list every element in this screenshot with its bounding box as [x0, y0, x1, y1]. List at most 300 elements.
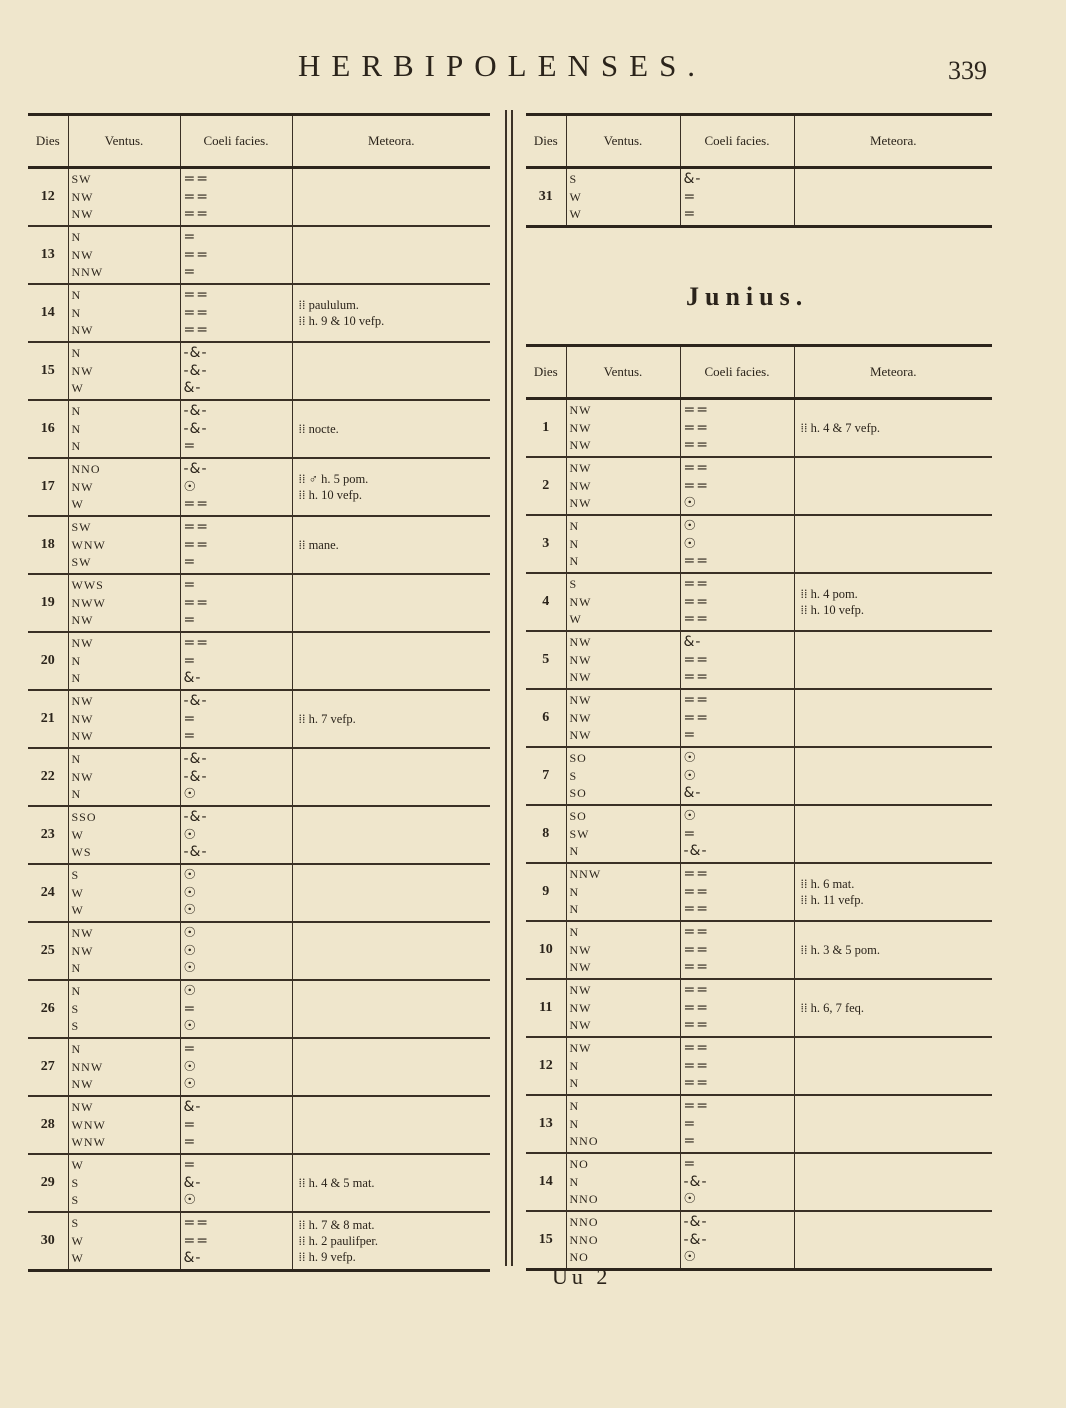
- sky-symbol: ☉: [683, 808, 698, 824]
- sky-symbol: ☉: [683, 495, 698, 511]
- meteora-cell: [794, 1211, 992, 1270]
- meteor-note: ⁞⁞ h. 2 paulifper.: [298, 1234, 378, 1248]
- day-number: 14: [28, 284, 68, 342]
- header-dies: Dies: [526, 115, 566, 168]
- ventus-cell: [68, 1096, 180, 1154]
- day-number: 31: [526, 168, 566, 227]
- coeli-cell: [180, 864, 292, 922]
- sky-symbol: =: [183, 1134, 197, 1150]
- ventus-cell: [68, 1154, 180, 1212]
- wind-direction: SO: [569, 786, 587, 800]
- weather-table-june: [526, 344, 992, 1271]
- day-number: 19: [28, 574, 68, 632]
- coeli-cell: [680, 399, 794, 458]
- ventus-cell: [566, 631, 680, 689]
- ventus-cell: [68, 690, 180, 748]
- month-title: Junius.: [686, 282, 809, 311]
- wind-direction: N: [71, 404, 82, 418]
- sky-symbol: =: [683, 1115, 697, 1132]
- ventus-cell: [566, 689, 680, 747]
- wind-direction: W: [569, 189, 582, 204]
- header-meteora: Meteora.: [794, 346, 992, 399]
- sky-symbol: ==: [183, 304, 209, 321]
- sky-symbol: ==: [683, 576, 709, 592]
- ventus-cell: [68, 1038, 180, 1096]
- wind-direction: W: [569, 207, 582, 221]
- day-number: 20: [28, 632, 68, 690]
- ventus-cell: [566, 805, 680, 863]
- meteora-cell: [292, 226, 490, 284]
- header-meteora: Meteora.: [292, 115, 490, 168]
- wind-direction: WNW: [71, 1117, 106, 1132]
- day-number: 23: [28, 806, 68, 864]
- wind-direction: N: [71, 439, 82, 453]
- wind-direction: N: [71, 752, 82, 766]
- wind-direction: NW: [71, 323, 94, 337]
- table-row: [526, 1153, 992, 1211]
- meteora-cell: [292, 284, 490, 342]
- header-coeli: Coeli facies.: [680, 346, 794, 399]
- table-row: [526, 747, 992, 805]
- sky-symbol: ==: [683, 1075, 709, 1091]
- sky-symbol: -&-: [183, 461, 208, 477]
- sky-symbol: ==: [683, 553, 709, 569]
- table-row: [28, 864, 490, 922]
- table-row: [28, 806, 490, 864]
- wind-direction: NO: [569, 1250, 589, 1264]
- wind-direction: N: [569, 1058, 580, 1073]
- sky-symbol: ☉: [183, 1192, 198, 1208]
- weather-table-may-end: [526, 113, 992, 228]
- wind-direction: S: [71, 1001, 80, 1016]
- sky-symbol: ==: [683, 901, 709, 917]
- sky-symbol: ☉: [183, 826, 198, 843]
- table-row: [28, 632, 490, 690]
- sky-symbol: &-: [183, 1099, 202, 1115]
- ventus-cell: [68, 400, 180, 458]
- day-number: 26: [28, 980, 68, 1038]
- sky-symbol: ==: [683, 924, 709, 940]
- day-number: 3: [526, 515, 566, 573]
- ventus-cell: [68, 574, 180, 632]
- sky-symbol: =: [683, 727, 697, 743]
- wind-direction: N: [71, 346, 82, 360]
- page-header: [0, 48, 1066, 88]
- wind-direction: NNW: [71, 1059, 104, 1074]
- table-row: [526, 1037, 992, 1095]
- wind-direction: SO: [569, 809, 587, 823]
- sky-symbol: =: [183, 710, 197, 727]
- sky-symbol: ==: [683, 651, 709, 668]
- sky-symbol: -&-: [683, 1173, 708, 1190]
- wind-direction: SW: [569, 826, 590, 841]
- header-ventus: Ventus.: [566, 115, 680, 168]
- meteora-cell: [292, 806, 490, 864]
- meteora-cell: [794, 457, 992, 515]
- wind-direction: S: [569, 172, 578, 186]
- wind-direction: NNO: [569, 1134, 599, 1148]
- meteor-note: ⁞⁞ h. 9 vefp.: [298, 1250, 356, 1264]
- coeli-cell: [680, 1037, 794, 1095]
- meteora-cell: [292, 748, 490, 806]
- sky-symbol: =: [183, 1041, 197, 1057]
- day-number: 18: [28, 516, 68, 574]
- ventus-cell: [68, 284, 180, 342]
- meteora-cell: [794, 805, 992, 863]
- sky-symbol: ==: [683, 959, 709, 975]
- sky-symbol: -&-: [183, 693, 208, 709]
- wind-direction: NW: [569, 403, 592, 417]
- sky-symbol: -&-: [183, 844, 208, 860]
- day-number: 12: [526, 1037, 566, 1095]
- wind-direction: NW: [569, 1041, 592, 1055]
- ventus-cell: [566, 515, 680, 573]
- wind-direction: NWW: [71, 595, 106, 610]
- sky-symbol: ==: [183, 206, 209, 222]
- day-number: 15: [28, 342, 68, 400]
- table-row: [28, 922, 490, 980]
- wind-direction: N: [569, 925, 580, 939]
- ventus-cell: [68, 168, 180, 227]
- sky-symbol: =: [183, 1116, 197, 1133]
- ventus-cell: [566, 168, 680, 227]
- table-row: [28, 748, 490, 806]
- wind-direction: S: [71, 1175, 80, 1190]
- ventus-cell: [566, 573, 680, 631]
- sky-symbol: ==: [183, 246, 209, 263]
- day-number: 17: [28, 458, 68, 516]
- header-coeli: Coeli facies.: [180, 115, 292, 168]
- coeli-cell: [180, 400, 292, 458]
- wind-direction: NNW: [71, 265, 104, 279]
- meteora-cell: [292, 690, 490, 748]
- wind-direction: S: [569, 768, 578, 783]
- wind-direction: NW: [569, 635, 592, 649]
- table-row: [526, 1211, 992, 1270]
- table-row: [526, 399, 992, 458]
- day-number: 2: [526, 457, 566, 515]
- wind-direction: N: [569, 1099, 580, 1113]
- table-row: [28, 168, 490, 227]
- header-dies: Dies: [28, 115, 68, 168]
- coeli-cell: [680, 631, 794, 689]
- wind-direction: NW: [569, 420, 592, 435]
- day-number: 21: [28, 690, 68, 748]
- table-row: [28, 284, 490, 342]
- footer-signature: Uu 2: [552, 1264, 612, 1289]
- sky-symbol: ==: [183, 635, 209, 651]
- wind-direction: S: [71, 868, 80, 882]
- wind-direction: NW: [569, 710, 592, 725]
- wind-direction: NW: [71, 1100, 94, 1114]
- ventus-cell: [566, 399, 680, 458]
- sky-symbol: =: [683, 188, 697, 205]
- sky-symbol: ==: [183, 1215, 209, 1231]
- meteora-cell: [794, 979, 992, 1037]
- wind-direction: N: [569, 1076, 580, 1090]
- sky-symbol: ==: [183, 496, 209, 512]
- sky-symbol: ==: [683, 593, 709, 610]
- coeli-cell: [180, 922, 292, 980]
- table-row: [526, 979, 992, 1037]
- coeli-cell: [680, 863, 794, 921]
- sky-symbol: ☉: [683, 1249, 698, 1265]
- wind-direction: NW: [569, 438, 592, 452]
- sky-symbol: ☉: [683, 535, 698, 552]
- ventus-cell: [566, 863, 680, 921]
- wind-direction: WWS: [71, 578, 104, 592]
- coeli-cell: [680, 747, 794, 805]
- meteora-cell: [794, 631, 992, 689]
- sky-symbol: -&-: [183, 362, 208, 379]
- wind-direction: NNO: [71, 462, 101, 476]
- wind-direction: S: [71, 1193, 80, 1207]
- sky-symbol: -&-: [683, 1231, 708, 1248]
- wind-direction: NW: [71, 769, 94, 784]
- coeli-cell: [180, 516, 292, 574]
- sky-symbol: &-: [183, 380, 202, 396]
- day-number: 8: [526, 805, 566, 863]
- table-row: [526, 921, 992, 979]
- sky-symbol: ==: [683, 402, 709, 418]
- sky-symbol: ==: [683, 1017, 709, 1033]
- wind-direction: NNO: [569, 1215, 599, 1229]
- table-row: [526, 515, 992, 573]
- coeli-cell: [180, 226, 292, 284]
- wind-direction: W: [569, 612, 582, 626]
- wind-direction: NW: [569, 652, 592, 667]
- day-number: 24: [28, 864, 68, 922]
- sky-symbol: ☉: [183, 867, 198, 883]
- wind-direction: NW: [71, 943, 94, 958]
- sky-symbol: ☉: [183, 1076, 198, 1092]
- meteor-note: ⁞⁞ h. 7 vefp.: [298, 712, 356, 726]
- wind-direction: NO: [569, 1157, 589, 1171]
- wind-direction: NW: [71, 1077, 94, 1091]
- meteor-note: ⁞⁞ h. 4 & 5 mat.: [298, 1176, 375, 1190]
- meteora-cell: [794, 399, 992, 458]
- day-number: 9: [526, 863, 566, 921]
- day-number: 14: [526, 1153, 566, 1211]
- coeli-cell: [180, 690, 292, 748]
- day-number: 15: [526, 1211, 566, 1270]
- meteora-cell: [794, 573, 992, 631]
- sky-symbol: ==: [683, 941, 709, 958]
- meteora-cell: [292, 400, 490, 458]
- wind-direction: NW: [569, 942, 592, 957]
- wind-direction: NW: [569, 1018, 592, 1032]
- wind-direction: NNO: [569, 1232, 599, 1247]
- sky-symbol: ☉: [183, 983, 198, 999]
- wind-direction: W: [71, 1233, 84, 1248]
- meteora-cell: [292, 922, 490, 980]
- sky-symbol: =: [183, 577, 197, 593]
- wind-direction: NW: [569, 983, 592, 997]
- day-number: 11: [526, 979, 566, 1037]
- sky-symbol: ☉: [183, 478, 198, 495]
- wind-direction: W: [71, 497, 84, 511]
- sky-symbol: =: [683, 1156, 697, 1172]
- day-number: 12: [28, 168, 68, 227]
- coeli-cell: [180, 1038, 292, 1096]
- wind-direction: N: [569, 884, 580, 899]
- coeli-cell: [680, 1153, 794, 1211]
- sky-symbol: ==: [683, 477, 709, 494]
- sky-symbol: ==: [683, 1057, 709, 1074]
- meteora-cell: [794, 1153, 992, 1211]
- wind-direction: N: [71, 421, 82, 436]
- table-row: [28, 458, 490, 516]
- sky-symbol: ==: [683, 883, 709, 900]
- sky-symbol: ==: [183, 594, 209, 611]
- ventus-cell: [68, 458, 180, 516]
- sky-symbol: ==: [183, 1232, 209, 1249]
- page-number: 339: [948, 56, 987, 85]
- day-number: 7: [526, 747, 566, 805]
- sky-symbol: -&-: [183, 768, 208, 785]
- sky-symbol: ==: [683, 419, 709, 436]
- wind-direction: NW: [569, 728, 592, 742]
- wind-direction: SW: [71, 172, 92, 186]
- coeli-cell: [180, 284, 292, 342]
- ventus-cell: [68, 1212, 180, 1271]
- meteora-cell: [794, 921, 992, 979]
- day-number: 10: [526, 921, 566, 979]
- sky-symbol: ==: [183, 171, 209, 187]
- wind-direction: N: [569, 1174, 580, 1189]
- day-number: 16: [28, 400, 68, 458]
- meteor-note: ⁞⁞ h. 4 & 7 vefp.: [800, 421, 881, 435]
- wind-direction: N: [71, 671, 82, 685]
- wind-direction: S: [569, 577, 578, 591]
- sky-symbol: &-: [183, 1250, 202, 1266]
- wind-direction: S: [71, 1216, 80, 1230]
- sky-symbol: ==: [683, 437, 709, 453]
- sky-symbol: ==: [683, 1040, 709, 1056]
- meteor-note: ⁞⁞ h. 9 & 10 vefp.: [298, 314, 385, 328]
- meteora-cell: [292, 1038, 490, 1096]
- sky-symbol: ☉: [183, 1018, 198, 1034]
- sky-symbol: -&-: [183, 751, 208, 767]
- header-meteora: Meteora.: [794, 115, 992, 168]
- coeli-cell: [180, 458, 292, 516]
- meteora-cell: [292, 1154, 490, 1212]
- coeli-cell: [180, 1212, 292, 1271]
- header-dies: Dies: [526, 346, 566, 399]
- wind-direction: N: [569, 902, 580, 916]
- wind-direction: NW: [71, 189, 94, 204]
- coeli-cell: [180, 168, 292, 227]
- ventus-cell: [566, 747, 680, 805]
- wind-direction: N: [71, 984, 82, 998]
- wind-direction: NNO: [569, 1192, 599, 1206]
- coeli-cell: [680, 805, 794, 863]
- sky-symbol: ==: [683, 866, 709, 882]
- sky-symbol: =: [183, 612, 197, 628]
- sky-symbol: =: [683, 825, 697, 842]
- meteora-cell: [794, 747, 992, 805]
- day-number: 27: [28, 1038, 68, 1096]
- sky-symbol: &-: [683, 634, 702, 650]
- coeli-cell: [180, 980, 292, 1038]
- table-row: [28, 1154, 490, 1212]
- meteor-note: ⁞⁞ h. 11 vefp.: [800, 893, 864, 907]
- sky-symbol: ==: [683, 460, 709, 476]
- wind-direction: NW: [71, 479, 94, 494]
- ventus-cell: [566, 1037, 680, 1095]
- ventus-cell: [566, 1153, 680, 1211]
- sky-symbol: =: [183, 652, 197, 669]
- sky-symbol: ☉: [183, 902, 198, 918]
- sky-symbol: ==: [683, 692, 709, 708]
- coeli-cell: [180, 574, 292, 632]
- meteor-note: ⁞⁞ h. 10 vefp.: [800, 603, 865, 617]
- meteora-cell: [292, 168, 490, 227]
- coeli-cell: [680, 168, 794, 227]
- meteora-cell: [794, 1037, 992, 1095]
- meteora-cell: [292, 1096, 490, 1154]
- meteor-note: ⁞⁞ h. 10 vefp.: [298, 488, 363, 502]
- column-divider-left: [505, 110, 507, 1266]
- day-number: 1: [526, 399, 566, 458]
- sky-symbol: =: [183, 554, 197, 570]
- sky-symbol: =: [183, 264, 197, 280]
- header-ventus: Ventus.: [566, 346, 680, 399]
- wind-direction: N: [71, 787, 82, 801]
- day-number: 29: [28, 1154, 68, 1212]
- wind-direction: SSO: [71, 810, 97, 824]
- table-row: [28, 574, 490, 632]
- coeli-cell: [180, 806, 292, 864]
- wind-direction: N: [569, 1116, 580, 1131]
- sky-symbol: =: [183, 728, 197, 744]
- sky-symbol: -&-: [183, 403, 208, 419]
- sky-symbol: =: [183, 229, 197, 245]
- sky-symbol: ==: [683, 669, 709, 685]
- table-row: [526, 168, 992, 227]
- sky-symbol: -&-: [183, 809, 208, 825]
- wind-direction: WNW: [71, 1135, 106, 1149]
- wind-direction: NW: [569, 461, 592, 475]
- coeli-cell: [180, 632, 292, 690]
- wind-direction: WNW: [71, 537, 106, 552]
- ventus-cell: [566, 921, 680, 979]
- wind-direction: W: [71, 903, 84, 917]
- wind-direction: NW: [71, 926, 94, 940]
- wind-direction: NW: [71, 636, 94, 650]
- sky-symbol: &-: [183, 670, 202, 686]
- ventus-cell: [566, 457, 680, 515]
- table-row: [526, 805, 992, 863]
- wind-direction: NW: [569, 670, 592, 684]
- wind-direction: NW: [569, 693, 592, 707]
- wind-direction: S: [71, 1019, 80, 1033]
- ventus-cell: [68, 864, 180, 922]
- sky-symbol: =: [183, 1157, 197, 1173]
- wind-direction: N: [71, 961, 82, 975]
- sky-symbol: ==: [183, 536, 209, 553]
- table-row: [28, 690, 490, 748]
- wind-direction: N: [71, 305, 82, 320]
- day-number: 25: [28, 922, 68, 980]
- running-title: HERBIPOLENSES.: [298, 48, 707, 83]
- day-number: 28: [28, 1096, 68, 1154]
- coeli-cell: [680, 573, 794, 631]
- day-number: 22: [28, 748, 68, 806]
- sky-symbol: ☉: [683, 518, 698, 534]
- wind-direction: W: [71, 827, 84, 842]
- sky-symbol: &-: [183, 1174, 202, 1191]
